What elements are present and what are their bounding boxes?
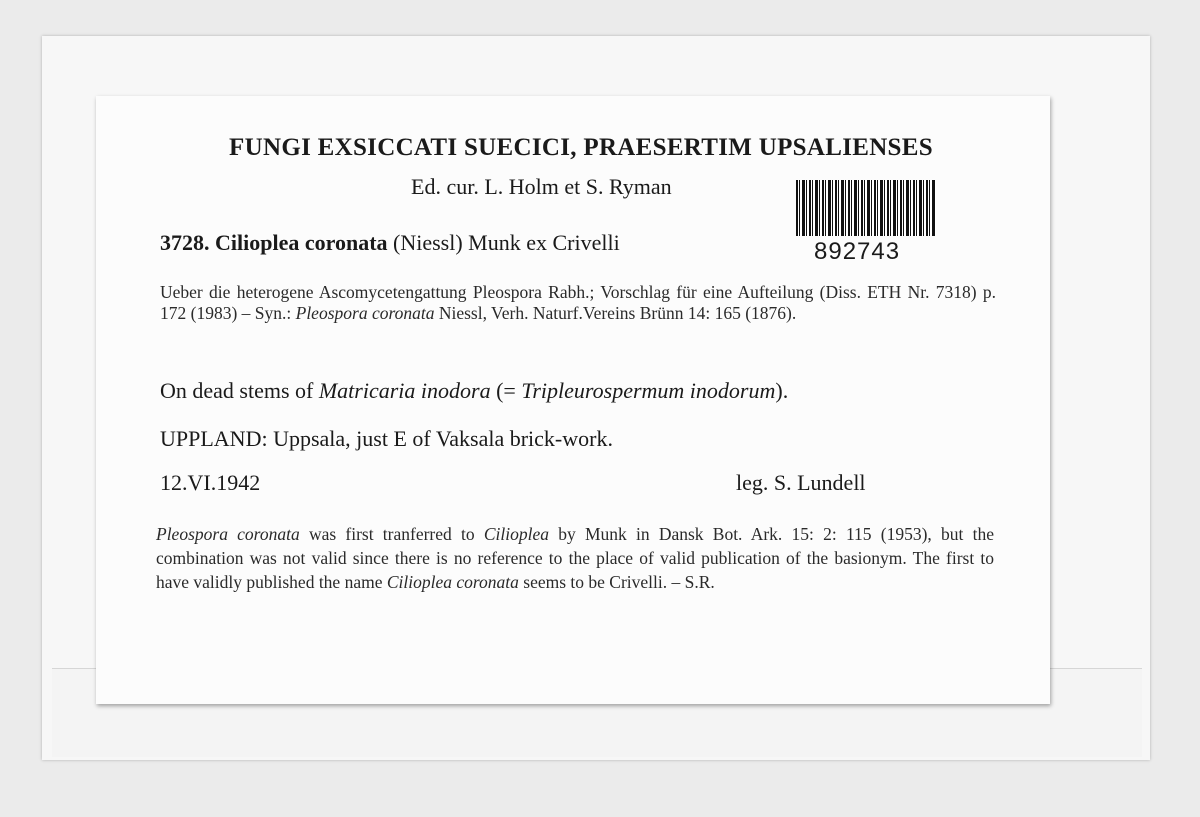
species-heading	[160, 230, 620, 256]
specimen-label	[96, 96, 1050, 704]
barcode-image	[796, 180, 936, 236]
exsiccata-number: 3728.	[160, 230, 210, 255]
taxonomic-note	[156, 522, 994, 594]
note-genus: Cilioplea	[483, 524, 549, 544]
note-text-1: was first tranferred to	[299, 524, 484, 544]
note-species-2: Cilioplea coronata	[386, 572, 519, 592]
species-name: Cilioplea coronata	[215, 230, 388, 255]
synonym-name: Pleospora coronata	[295, 303, 435, 323]
species-authority: (Niessl) Munk ex Crivelli	[393, 230, 620, 255]
collection-date: 12.VI.1942	[160, 470, 261, 495]
collection-title: FUNGI EXSICCATI SUECICI, PRAESERTIM UPSALIENSES	[229, 134, 933, 161]
host-synonym: Tripleurospermum inodorum	[521, 378, 776, 403]
literature-reference	[160, 282, 996, 324]
note-text-2: by Munk in Dansk Bot. Ark. 15: 2: 115 (1953), but the combination was not valid since there is no reference to the place of valid publication of the basionym. The first to have validly published the name	[156, 524, 994, 592]
barcode-number: 892743	[814, 238, 901, 265]
note-text-3: seems to be Crivelli. – S.R.	[518, 572, 715, 592]
substrate-prefix: On dead stems of	[160, 378, 319, 403]
substrate-suffix: ).	[775, 378, 789, 403]
host-name: Matricaria inodora	[318, 378, 491, 403]
note-species-1: Pleospora coronata	[156, 524, 300, 544]
reference-text-1: Ueber die heterogene Ascomycetengattung Pleospora Rabh.; Vorschlag für eine Aufteilung (Diss. ETH Nr. 7318) p. 172 (1983) – Syn.:	[160, 282, 996, 323]
substrate-middle: (=	[490, 378, 522, 403]
locality-line: UPPLAND: Uppsala, just E of Vaksala brick-work.	[160, 426, 613, 451]
editors-line: Ed. cur. L. Holm et S. Ryman	[411, 174, 672, 199]
collector-name: leg. S. Lundell	[736, 470, 866, 495]
substrate-line	[160, 378, 788, 404]
reference-text-2: Niessl, Verh. Naturf.Vereins Brünn 14: 165 (1876).	[434, 303, 797, 323]
